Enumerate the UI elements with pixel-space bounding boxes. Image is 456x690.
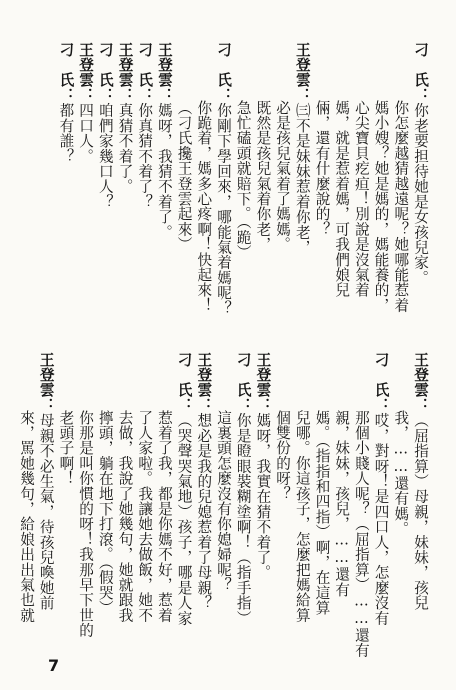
text-column bbox=[292, 42, 312, 255]
dialogue-text: 媽呀，我實在猜不着了。 bbox=[254, 412, 272, 581]
text-column bbox=[410, 352, 430, 610]
dialogue-text: 母親不必生氣，待孩兒喚她前 bbox=[37, 412, 55, 611]
speaker-name: 王登雲： bbox=[155, 42, 173, 103]
dialogue-text: 媽，就是惹着媽，可我們娘兒 bbox=[333, 100, 351, 298]
text-column bbox=[312, 42, 332, 237]
text-column bbox=[75, 42, 95, 164]
text-column bbox=[233, 352, 253, 626]
speaker-name: 刁 氏： bbox=[215, 42, 232, 103]
dialogue-text: 媽。（指指和四指）啊，在這算 bbox=[313, 410, 331, 616]
text-column bbox=[174, 42, 194, 252]
text-column bbox=[75, 352, 95, 638]
text-column bbox=[331, 352, 351, 597]
text-column bbox=[312, 352, 332, 616]
dialogue-text: 惹着了我，都是你媽不好，惹着 bbox=[155, 410, 173, 623]
dialogue-text: （哭聲哭氣地）孩子，哪是人家 bbox=[175, 412, 193, 626]
dialogue-text: 你真猜不着了？ bbox=[136, 102, 154, 210]
text-column bbox=[134, 352, 154, 623]
dialogue-text: 老頭子啊！ bbox=[57, 410, 75, 486]
text-column bbox=[351, 42, 371, 298]
dialogue-text: 你剛下學回來，哪能氣着媽呢？ bbox=[215, 102, 232, 316]
page-number: 7 bbox=[48, 656, 60, 675]
dialogue-text: 兒哪。你這孩子，怎麼把媽給算 bbox=[293, 410, 311, 623]
dialogue-text: 媽小嫂？她是媽的，媽能養的， bbox=[372, 100, 390, 313]
text-column bbox=[272, 42, 292, 252]
text-column bbox=[233, 42, 253, 260]
text-column bbox=[36, 352, 56, 610]
text-column bbox=[193, 42, 213, 313]
speaker-name: 刁 氏： bbox=[234, 352, 252, 413]
text-column bbox=[410, 42, 430, 285]
dialogue-text: 急忙磕頭就賠下。（跪） bbox=[234, 100, 252, 260]
speaker-name: 刁 氏： bbox=[175, 352, 193, 413]
dialogue-text: 都有誰？ bbox=[57, 102, 75, 164]
dialogue-text: 心尖寶貝疙疸！別說是沒氣着 bbox=[352, 100, 370, 298]
dialogue-text: 親，妹妹，孩兒，……還有 bbox=[333, 410, 351, 598]
text-column bbox=[95, 42, 115, 209]
dialogue-text: 你跪着，媽多心疼啊！快起來！ bbox=[195, 100, 213, 313]
text-column bbox=[331, 42, 351, 298]
speaker-name: 王登雲： bbox=[254, 352, 272, 413]
dialogue-text: 這裏頭怎麼沒有你媳婦呢？ bbox=[215, 410, 232, 593]
text-column bbox=[371, 352, 391, 626]
text-column bbox=[55, 42, 75, 164]
dialogue-text: 哎，對呀！是四口人，怎麼沒有 bbox=[372, 412, 390, 626]
dialogue-text: ㈢不是妹妹惹着你老， bbox=[293, 102, 311, 255]
dialogue-text: 去做，我說了她幾句，她就跟我 bbox=[116, 410, 134, 623]
dialogue-text: 四口人。 bbox=[77, 102, 95, 164]
dialogue-text: 我，……還有媽。 bbox=[392, 410, 410, 537]
dialogue-text: 了人家啦。我讓她去做飯，她不 bbox=[136, 410, 154, 623]
speaker-name: 王登雲： bbox=[77, 42, 95, 103]
dialogue-text: 你那是叫你慣的呀！我那早下世的 bbox=[77, 410, 95, 638]
dialogue-text: （刁氏攙王登雲起來） bbox=[175, 100, 193, 252]
dialogue-text: 擰頭，躺在地下打滾。（假哭） bbox=[96, 410, 114, 616]
dialogue-text: （屈指算）母親，妹妹，孩兒 bbox=[412, 412, 429, 611]
speaker-name: 刁 氏： bbox=[412, 42, 429, 103]
text-column bbox=[55, 352, 75, 486]
text-column bbox=[252, 42, 272, 252]
text-column bbox=[213, 42, 233, 316]
text-column bbox=[272, 352, 292, 501]
text-column bbox=[193, 352, 213, 610]
dialogue-text: 既然是孩兒氣着你老， bbox=[254, 100, 272, 252]
speaker-name: 刁 氏： bbox=[136, 42, 154, 103]
speaker-name: 刁 氏： bbox=[372, 352, 390, 413]
speaker-name: 王登雲： bbox=[37, 352, 55, 413]
text-column bbox=[16, 352, 36, 623]
dialogue-text: 你怎麼越猜越遠呢？她哪能惹着 bbox=[392, 100, 410, 313]
speaker-name: 王登雲： bbox=[116, 42, 134, 103]
dialogue-text: 想必是我的兒媳惹着了母親？ bbox=[195, 412, 213, 611]
dialogue-text: 倆，還有什麼說的？ bbox=[313, 100, 331, 237]
dialogue-text: 來，罵她幾句，給娘出出氣也就 bbox=[18, 410, 35, 623]
text-column bbox=[292, 352, 312, 623]
speaker-name: 王登雲： bbox=[195, 352, 213, 413]
text-column bbox=[213, 352, 233, 592]
text-column bbox=[134, 42, 154, 209]
speaker-name: 刁 氏： bbox=[57, 42, 75, 103]
dialogue-text: 媽呀，我猜不着了。 bbox=[155, 102, 173, 240]
text-column bbox=[174, 352, 194, 626]
text-column bbox=[95, 352, 115, 616]
text-column bbox=[115, 42, 135, 194]
dialogue-text: 個雙份的呀？ bbox=[274, 410, 292, 502]
dialogue-text: 你老要担待她是女孩兒家。 bbox=[412, 102, 429, 286]
text-column bbox=[390, 42, 410, 313]
dialogue-text: 那個小賤人呢？（屈指算）……還有 bbox=[352, 410, 370, 658]
speaker-name: 王登雲： bbox=[293, 42, 311, 103]
text-column bbox=[154, 352, 174, 623]
dialogue-text: 你是瞪眼裝糊塗啊！（指手指） bbox=[234, 412, 252, 626]
dialogue-text: 真猜不着了。 bbox=[116, 102, 134, 195]
speaker-name: 王登雲： bbox=[412, 352, 429, 413]
dialogue-text: 咱們家幾口人？ bbox=[96, 102, 114, 210]
text-column bbox=[390, 352, 410, 536]
text-column bbox=[115, 352, 135, 623]
text-column bbox=[351, 352, 371, 658]
text-column bbox=[154, 42, 174, 240]
dialogue-text: 必是孩兒氣着了媽媽。 bbox=[274, 100, 292, 252]
text-column bbox=[252, 352, 272, 580]
speaker-name: 刁 氏： bbox=[96, 42, 114, 103]
text-column bbox=[371, 42, 391, 313]
